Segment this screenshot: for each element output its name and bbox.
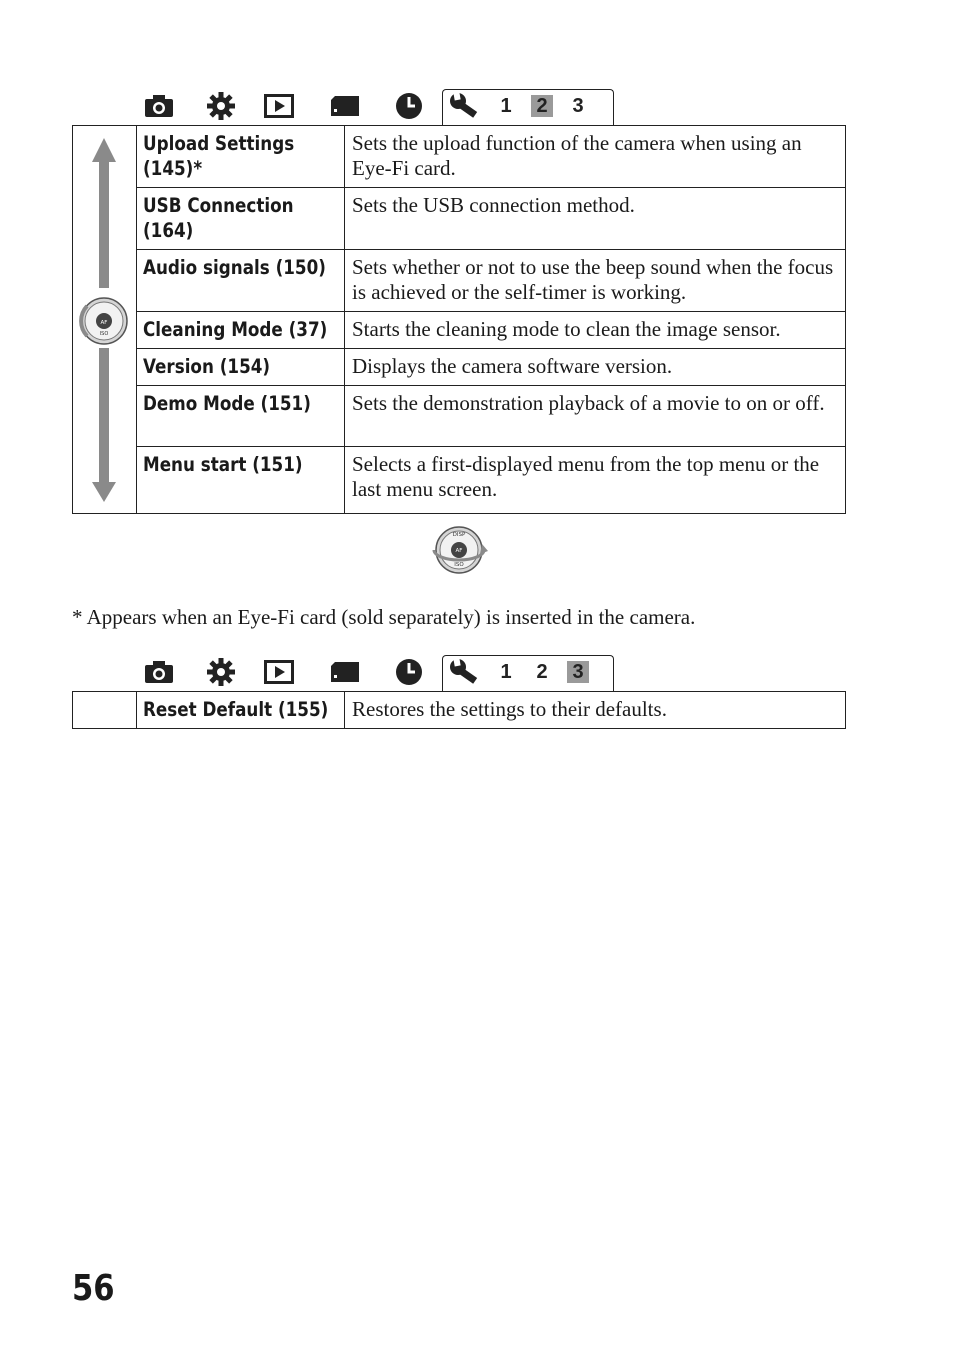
setting-description: Sets the demonstration playback of a movie to on or off.	[345, 386, 846, 447]
page-number: 56	[72, 1268, 115, 1309]
page-3-tab[interactable]: 3	[572, 95, 584, 117]
gear-icon[interactable]	[204, 656, 238, 688]
settings-tab[interactable]	[442, 655, 614, 691]
setting-name[interactable]: Reset Default (155)	[137, 692, 345, 729]
memory-card-icon[interactable]	[328, 90, 362, 122]
table-row	[73, 188, 846, 250]
page-3-tab-selected[interactable]: 3	[567, 661, 589, 683]
clock-icon[interactable]	[392, 656, 426, 688]
setting-name[interactable]: Cleaning Mode (37)	[137, 312, 345, 349]
settings-table-1	[72, 125, 846, 514]
table-row	[73, 312, 846, 349]
setting-description: Restores the settings to their defaults.	[345, 692, 846, 729]
scroll-column	[73, 126, 137, 514]
setting-description: Sets the upload function of the camera when using an Eye-Fi card.	[345, 126, 846, 188]
svg-text:ISO: ISO	[99, 331, 109, 337]
setting-name[interactable]: Menu start (151)	[137, 447, 345, 514]
footnote: * Appears when an Eye-Fi card (sold separately) is inserted in the camera.	[72, 605, 696, 629]
svg-text:AF: AF	[455, 548, 463, 554]
camera-icon[interactable]	[142, 656, 176, 688]
memory-card-icon[interactable]	[328, 656, 362, 688]
gear-icon[interactable]	[204, 90, 238, 122]
settings-tab[interactable]	[442, 89, 614, 125]
menu-tab-bar-2	[72, 656, 845, 692]
table-row	[73, 386, 846, 447]
setting-name[interactable]: USB Connection (164)	[137, 188, 345, 250]
setting-name[interactable]: Version (154)	[137, 349, 345, 386]
setting-description: Selects a first-displayed menu from the top menu or the last menu screen.	[345, 447, 846, 514]
table-row	[73, 349, 846, 386]
control-dial-icon	[81, 298, 127, 344]
setting-description: Sets whether or not to use the beep sound when the focus is achieved or the self-timer is working.	[345, 250, 846, 312]
scroll-column	[73, 692, 137, 729]
control-dial-icon	[430, 524, 488, 581]
page-2-tab[interactable]: 2	[536, 661, 548, 683]
svg-text:ISO: ISO	[454, 562, 464, 568]
svg-text:DISP: DISP	[452, 532, 466, 538]
page-1-tab[interactable]: 1	[500, 95, 512, 117]
scroll-arrows	[73, 126, 137, 506]
setting-name[interactable]: Audio signals (150)	[137, 250, 345, 312]
setting-description: Displays the camera software version.	[345, 349, 846, 386]
playback-icon[interactable]	[262, 656, 296, 688]
table-row	[73, 126, 846, 188]
setting-description: Sets the USB connection method.	[345, 188, 846, 250]
table-row	[73, 250, 846, 312]
wrench-icon	[449, 658, 481, 686]
page-2-tab-selected[interactable]: 2	[531, 95, 553, 117]
page-1-tab[interactable]: 1	[500, 661, 512, 683]
setting-name[interactable]: Demo Mode (151)	[137, 386, 345, 447]
setting-name[interactable]: Upload Settings (145)*	[137, 126, 345, 188]
table-row	[73, 692, 846, 729]
svg-text:AF: AF	[100, 320, 108, 326]
menu-tab-bar-1	[72, 90, 845, 126]
clock-icon[interactable]	[392, 90, 426, 122]
camera-icon[interactable]	[142, 90, 176, 122]
wrench-icon	[449, 92, 481, 120]
table-row	[73, 447, 846, 514]
setting-description: Starts the cleaning mode to clean the image sensor.	[345, 312, 846, 349]
playback-icon[interactable]	[262, 90, 296, 122]
settings-table-2	[72, 691, 846, 729]
